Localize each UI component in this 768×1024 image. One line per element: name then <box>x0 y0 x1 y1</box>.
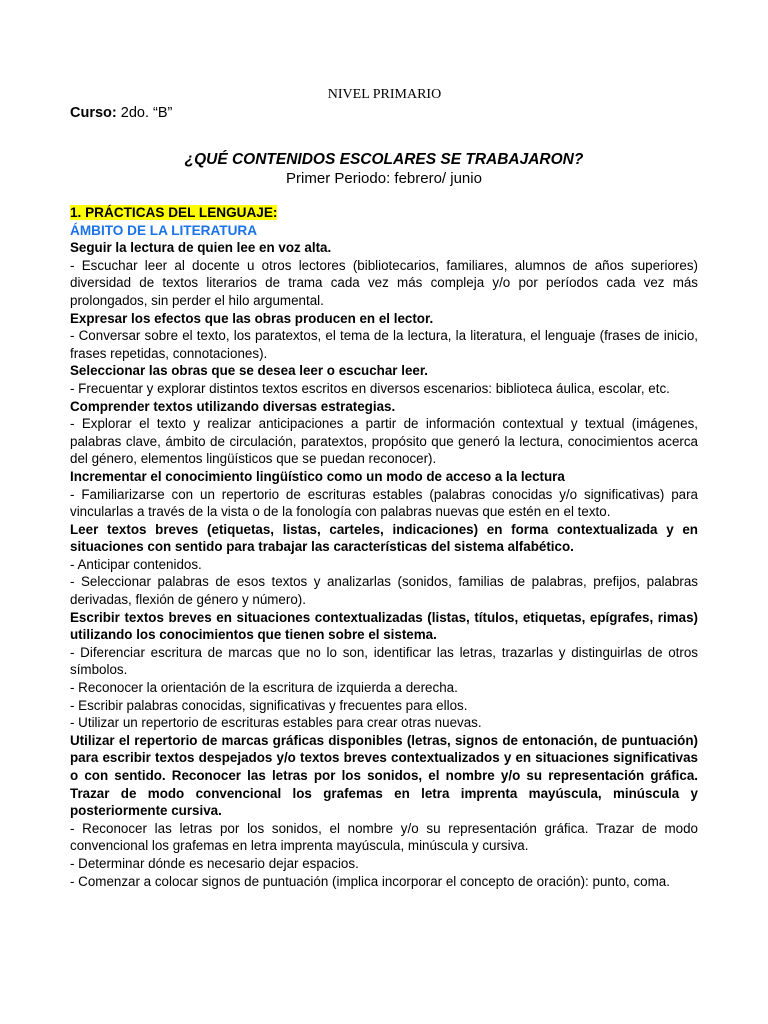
content-paragraph: - Comenzar a colocar signos de puntuación (implica incorporar el concepto de oración): punto, coma. <box>70 873 670 889</box>
content-heading: Comprender textos utilizando diversas estrategias. <box>70 398 396 414</box>
content-paragraph: - Frecuentar y explorar distintos textos escritos en diversos escenarios: biblioteca áulica, escolar, etc. <box>70 380 670 396</box>
period-subtitle: Primer Periodo: febrero/ junio <box>286 170 482 187</box>
content-paragraph: - Diferenciar escritura de marcas que no lo son, identificar las letras, trazarlas y distinguirlas de otros símbolos. <box>70 644 698 678</box>
page-heading: ¿QUÉ CONTENIDOS ESCOLARES SE TRABAJARON? <box>184 151 584 168</box>
section-title <box>70 204 698 222</box>
document-body <box>70 86 698 890</box>
content-paragraph: - Explorar el texto y realizar anticipaciones a partir de información contextual y textual (imágenes, palabras clave, ámbito de circulación, paratextos, propósito que generó la lectura, conocimientos acerca del género, elementos lingüísticos que se puedan reconocer). <box>70 416 698 467</box>
course-label: Curso: <box>70 105 117 121</box>
content-paragraph: - Anticipar contenidos. <box>70 556 202 572</box>
content-heading: Escribir textos breves en situaciones contextualizadas (listas, títulos, etiquetas, epígrafes, rimas) utilizando los conocimientos que tienen sobre el sistema. <box>70 609 698 643</box>
content-paragraph: - Conversar sobre el texto, los paratextos, el tema de la lectura, la literatura, el lenguaje (frases de inicio, frases repetidas, connotaciones). <box>70 328 698 361</box>
section-title-highlight: 1. PRÁCTICAS DEL LENGUAJE: <box>70 205 278 220</box>
content-heading: Incrementar el conocimiento lingüístico como un modo de acceso a la lectura <box>70 468 565 484</box>
content-heading: Leer textos breves (etiquetas, listas, carteles, indicaciones) en forma contextualizada y en situaciones con sentido para trabajar las características del sistema alfabético. <box>70 521 698 555</box>
content-paragraph: - Reconocer la orientación de la escritura de izquierda a derecha. <box>70 680 458 696</box>
course-value: 2do. “B” <box>116 105 173 121</box>
content-heading: Expresar los efectos que las obras producen en el lector. <box>70 310 434 326</box>
content-heading: Seleccionar las obras que se desea leer o escuchar leer. <box>70 363 429 379</box>
content-heading: Utilizar el repertorio de marcas gráficas disponibles (letras, signos de entonación, de puntuación) para escribir textos despejados y/o textos breves contextualizados y en situaciones significativas o con sentido. Reconocer las letras por los sonidos, el nombre y/o su representación gráfica. Trazar de modo convencional los grafemas en letra imprenta mayúscula, minúscula y posteriormente cursiva. <box>70 732 698 819</box>
content-paragraph: - Seleccionar palabras de esos textos y analizarlas (sonidos, familias de palabras, prefijos, palabras derivadas, flexión de género y número). <box>70 574 698 608</box>
content-paragraph: - Familiarizarse con un repertorio de escrituras estables (palabras conocidas y/o significativas) para vincularlas a través de la vista o de la fonología con palabras nuevas que estén en el texto. <box>70 486 698 520</box>
content-paragraph: - Escribir palabras conocidas, significativas y frecuentes para ellos. <box>70 697 468 713</box>
area-title: ÁMBITO DE LA LITERATURA <box>70 222 258 238</box>
content-paragraph: - Determinar dónde es necesario dejar espacios. <box>70 855 359 871</box>
content-heading: Seguir la lectura de quien lee en voz alta. <box>70 240 332 256</box>
level-title: NIVEL PRIMARIO <box>327 87 442 102</box>
content-paragraph: - Escuchar leer al docente u otros lectores (bibliotecarios, familiares, alumnos de años superiores) diversidad de textos literarios de trama cada vez más compleja y/o por períodos cada vez más prolongados, sin perder el hilo argumental. <box>70 257 698 308</box>
course-line <box>70 104 698 122</box>
content-paragraph: - Utilizar un repertorio de escrituras estables para crear otras nuevas. <box>70 715 482 731</box>
content-paragraph: - Reconocer las letras por los sonidos, el nombre y/o su representación gráfica. Trazar de modo convencional los grafemas en letra imprenta mayúscula, minúscula y cursiva. <box>70 820 698 854</box>
content-blocks <box>70 239 698 890</box>
